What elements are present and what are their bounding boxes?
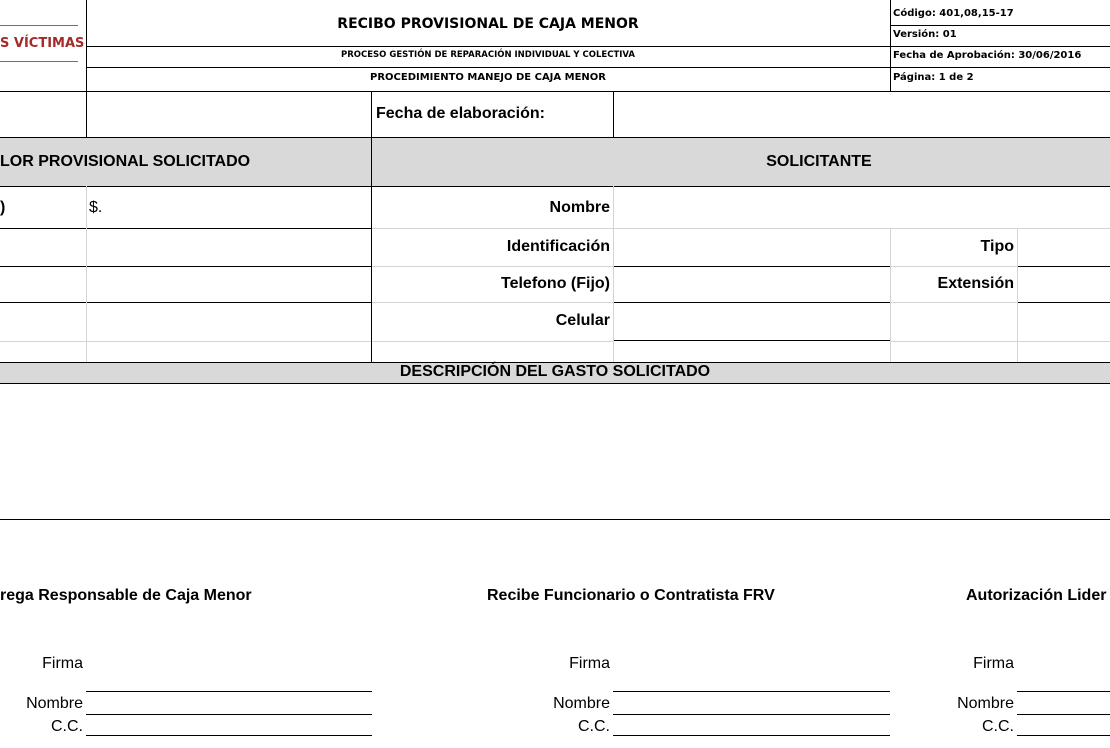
currency-symbol: $. bbox=[89, 199, 103, 216]
valor-provisional-header: LOR PROVISIONAL SOLICITADO bbox=[0, 153, 251, 170]
signature-block-3-title: Autorización Lider bbox=[966, 587, 1107, 604]
telefono-label: Telefono (Fijo) bbox=[500, 275, 610, 292]
signature-field-1[interactable] bbox=[86, 645, 372, 690]
page-number: Página: 1 de 2 bbox=[893, 72, 974, 83]
nombre-label: Nombre bbox=[549, 199, 610, 216]
process-name: PROCESO GESTIÓN DE REPARACIÓN INDIVIDUAL Y COLECTIVA bbox=[340, 50, 635, 60]
signature-block-2-title: Recibe Funcionario o Contratista FRV bbox=[487, 587, 775, 604]
nombre-label-2: Nombre bbox=[553, 695, 610, 712]
cc-label-1: C.C. bbox=[51, 718, 83, 735]
descripcion-header: DESCRIPCIÓN DEL GASTO SOLICITADO bbox=[399, 363, 711, 380]
nombre-label-1: Nombre bbox=[26, 695, 83, 712]
tipo-label: Tipo bbox=[980, 238, 1014, 255]
solicitante-header: SOLICITANTE bbox=[766, 153, 872, 170]
telefono-field[interactable] bbox=[614, 267, 889, 302]
valor-field[interactable] bbox=[104, 188, 370, 228]
form-title: RECIBO PROVISIONAL DE CAJA MENOR bbox=[337, 16, 639, 32]
tipo-field[interactable] bbox=[1018, 229, 1110, 266]
signature-block-1-title: rega Responsable de Caja Menor bbox=[0, 587, 252, 604]
descripcion-field[interactable] bbox=[0, 385, 1110, 519]
firma-label-3: Firma bbox=[973, 655, 1014, 672]
celular-field[interactable] bbox=[614, 303, 889, 340]
extension-label: Extensión bbox=[937, 275, 1014, 292]
extension-field[interactable] bbox=[1018, 267, 1110, 302]
fecha-elaboracion-field[interactable] bbox=[614, 92, 1110, 136]
signature-field-3[interactable] bbox=[1017, 645, 1110, 690]
approval-date: Fecha de Aprobación: 30/06/2016 bbox=[893, 50, 1082, 61]
doc-version: Versión: 01 bbox=[893, 29, 957, 40]
firma-label-2: Firma bbox=[569, 655, 610, 672]
logo-line-top bbox=[0, 25, 78, 26]
cc-label-2: C.C. bbox=[578, 718, 610, 735]
valor-row-label: ) bbox=[0, 199, 6, 216]
nombre-field[interactable] bbox=[614, 188, 1110, 228]
firma-label-1: Firma bbox=[42, 655, 83, 672]
identificacion-label: Identificación bbox=[506, 238, 610, 255]
doc-code: Código: 401,08,15-17 bbox=[893, 8, 1014, 19]
cc-label-3: C.C. bbox=[982, 718, 1014, 735]
signature-field-2[interactable] bbox=[613, 645, 890, 690]
nombre-label-3: Nombre bbox=[957, 695, 1014, 712]
logo-line-bottom bbox=[0, 61, 78, 62]
identificacion-field[interactable] bbox=[614, 229, 889, 266]
procedure-name: PROCEDIMIENTO MANEJO DE CAJA MENOR bbox=[370, 72, 606, 83]
logo-text: S VÍCTIMAS bbox=[0, 36, 85, 51]
fecha-elaboracion-label: Fecha de elaboración: bbox=[376, 105, 545, 122]
celular-label: Celular bbox=[555, 312, 610, 329]
